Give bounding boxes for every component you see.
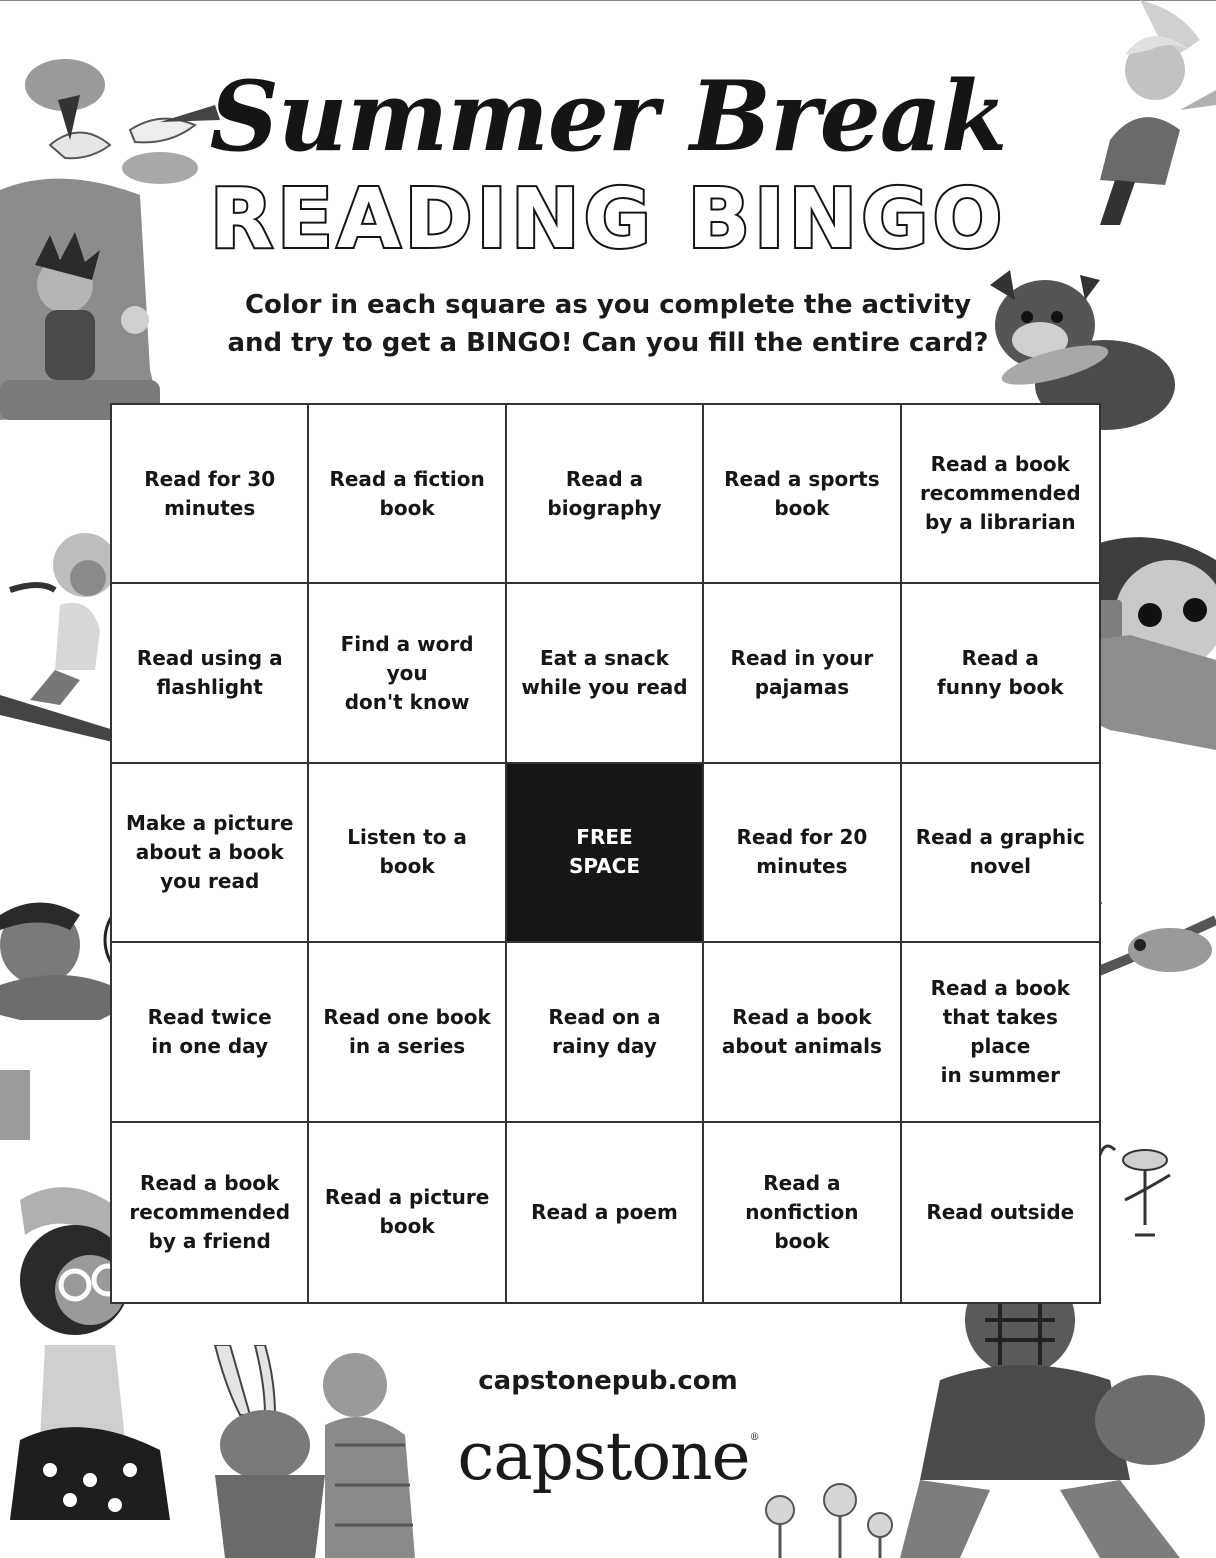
top-border [0, 0, 1216, 1]
bingo-square[interactable]: Read one book in a series [309, 943, 506, 1122]
bingo-square[interactable]: Read a sports book [704, 405, 901, 584]
bingo-square[interactable]: Find a word you don't know [309, 584, 506, 763]
bingo-square[interactable]: Read a book about animals [704, 943, 901, 1122]
bingo-square[interactable]: Read in your pajamas [704, 584, 901, 763]
bingo-square[interactable]: Make a picture about a book you read [112, 764, 309, 943]
bingo-square[interactable]: Read a fiction book [309, 405, 506, 584]
bingo-card [110, 403, 1101, 1304]
bingo-square[interactable]: Read for 20 minutes [704, 764, 901, 943]
title-summer-break: Summer Break [209, 60, 1007, 173]
bingo-square[interactable]: Read a funny book [902, 584, 1099, 763]
bingo-square[interactable]: Read for 30 minutes [112, 405, 309, 584]
bingo-square[interactable]: Read a poem [507, 1123, 704, 1302]
bingo-square[interactable]: Read a picture book [309, 1123, 506, 1302]
small-creature-illustration [1090, 1130, 1200, 1250]
brand-name: capstone [457, 1418, 750, 1495]
capstone-logo [0, 1418, 1216, 1495]
bingo-square[interactable]: Eat a snack while you read [507, 584, 704, 763]
bingo-square[interactable]: Read a nonfiction book [704, 1123, 901, 1302]
instructions-line-2: and try to get a BINGO! Can you fill the entire card? [227, 328, 989, 358]
bingo-square[interactable]: Read on a rainy day [507, 943, 704, 1122]
registered-mark: ® [749, 1432, 759, 1443]
bingo-square[interactable]: Read outside [926, 1199, 1075, 1224]
website-link[interactable]: capstonepub.com [478, 1366, 738, 1396]
bingo-square[interactable]: Read a book recommended by a friend [112, 1123, 309, 1302]
bingo-square[interactable]: Read using a flashlight [112, 584, 309, 763]
bingo-square[interactable]: Read twice in one day [112, 943, 309, 1122]
bingo-square[interactable]: Read a biography [507, 405, 704, 584]
instructions-line-1: Color in each square as you complete the activity [244, 290, 972, 320]
bingo-square[interactable]: Read a book that takes place in summer [902, 943, 1099, 1122]
bingo-square[interactable]: Read a book recommended by a librarian [902, 405, 1099, 584]
title-reading-bingo: READING BINGO [209, 172, 1007, 267]
free-space-square: FREE SPACE [507, 764, 704, 943]
bingo-square[interactable]: Read a graphic novel [902, 764, 1099, 943]
instructions [200, 286, 1016, 362]
bingo-square[interactable]: Listen to a book [309, 764, 506, 943]
